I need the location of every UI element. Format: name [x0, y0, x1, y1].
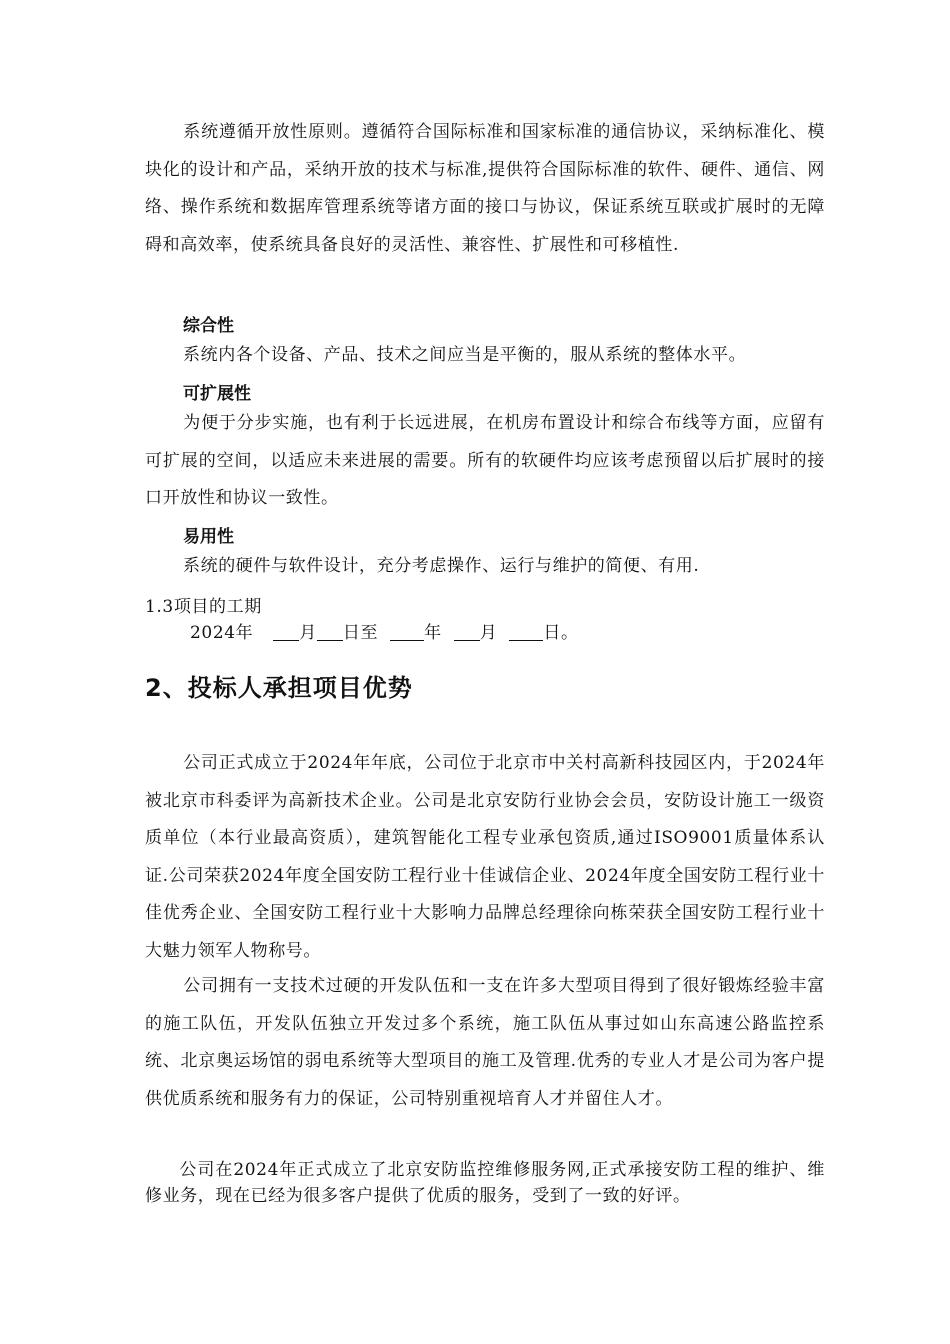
end-day-blank [509, 622, 543, 641]
end-year-blank [390, 622, 424, 641]
openness-text: 系统遵循开放性原则。遵循符合国际标准和国家标准的通信协议，采纳标准化、模块化的设计和产品，采纳开放的技术与标准,提供符合国际标准的软件、硬件、通信、网络、操作系统和数据库管理系统等诸方面的接口与协议，保证系统互联或扩展时的无障碍和高效率，使系统具备良好的灵活性、兼容性、扩展性和可移植性. [145, 122, 825, 255]
schedule-month-label: 月 [299, 623, 317, 643]
openness-paragraph [145, 114, 825, 264]
company-intro-paragraph [145, 745, 825, 970]
month-blank [273, 622, 299, 641]
scalability-heading: 可扩展性 [183, 384, 251, 404]
schedule-line [190, 618, 579, 643]
day-blank [317, 622, 343, 641]
service-network-paragraph [145, 1157, 825, 1209]
schedule-end-month-label: 月 [479, 623, 498, 643]
usability-heading: 易用性 [183, 527, 234, 547]
section-2-heading: 2、投标人承担项目优势 [145, 674, 413, 702]
team-text: 公司拥有一支技术过硬的开发队伍和一支在许多大型项目得到了很好锻炼经验丰富的施工队伍，开发队伍独立开发过多个系统，施工队伍从事过如山东高速公路监控系统、北京奥运场馆的弱电系统等大型项目的施工及管理.优秀的专业人才是公司为客户提供优质系统和服务有力的保证，公司特别重视培育人才并留住人才。 [145, 976, 825, 1109]
scalability-text: 为便于分步实施，也有利于长远进展，在机房布置设计和综合布线等方面，应留有可扩展的空间，以适应未来进展的需要。所有的软硬件均应该考虑预留以后扩展时的接口开放性和协议一致性。 [145, 413, 825, 508]
comprehensive-paragraph [145, 337, 825, 375]
usability-text: 系统的硬件与软件设计，充分考虑操作、运行与维护的简便、有用. [183, 556, 700, 576]
comprehensive-heading: 综合性 [183, 316, 234, 336]
team-paragraph [145, 968, 825, 1118]
schedule-end-year-label: 年 [424, 623, 442, 643]
end-month-blank [454, 622, 480, 641]
schedule-day-label: 日至 [342, 623, 379, 643]
company-intro-text: 公司正式成立于2024年年底，公司位于北京市中关村高新科技园区内，于2024年被北京市科委评为高新技术企业。公司是北京安防行业协会会员，安防设计施工一级资质单位（本行业最高资质），建筑智能化工程专业承包资质,通过ISO9001质量体系认证.公司荣获2024年度全国安防工程行业十佳诚信企业、2024年度全国安防工程行业十佳优秀企业、全国安防工程行业十大影响力品牌总经理徐向栋荣获全国安防工程行业十大魅力领军人物称号。 [145, 753, 825, 961]
comprehensive-text: 系统内各个设备、产品、技术之间应当是平衡的，服从系统的整体水平。 [183, 345, 747, 365]
scalability-paragraph [145, 405, 825, 518]
schedule-title: 1.3项目的工期 [145, 597, 262, 617]
schedule-year: 2024年 [190, 623, 254, 643]
service-network-text: 公司在2024年正式成立了北京安防监控维修服务网,正式承接安防工程的维护、维修业务，现在已经为很多客户提供了优质的服务，受到了一致的好评。 [145, 1160, 825, 1206]
usability-paragraph [145, 548, 825, 586]
schedule-end-day-label: 日。 [543, 623, 579, 643]
